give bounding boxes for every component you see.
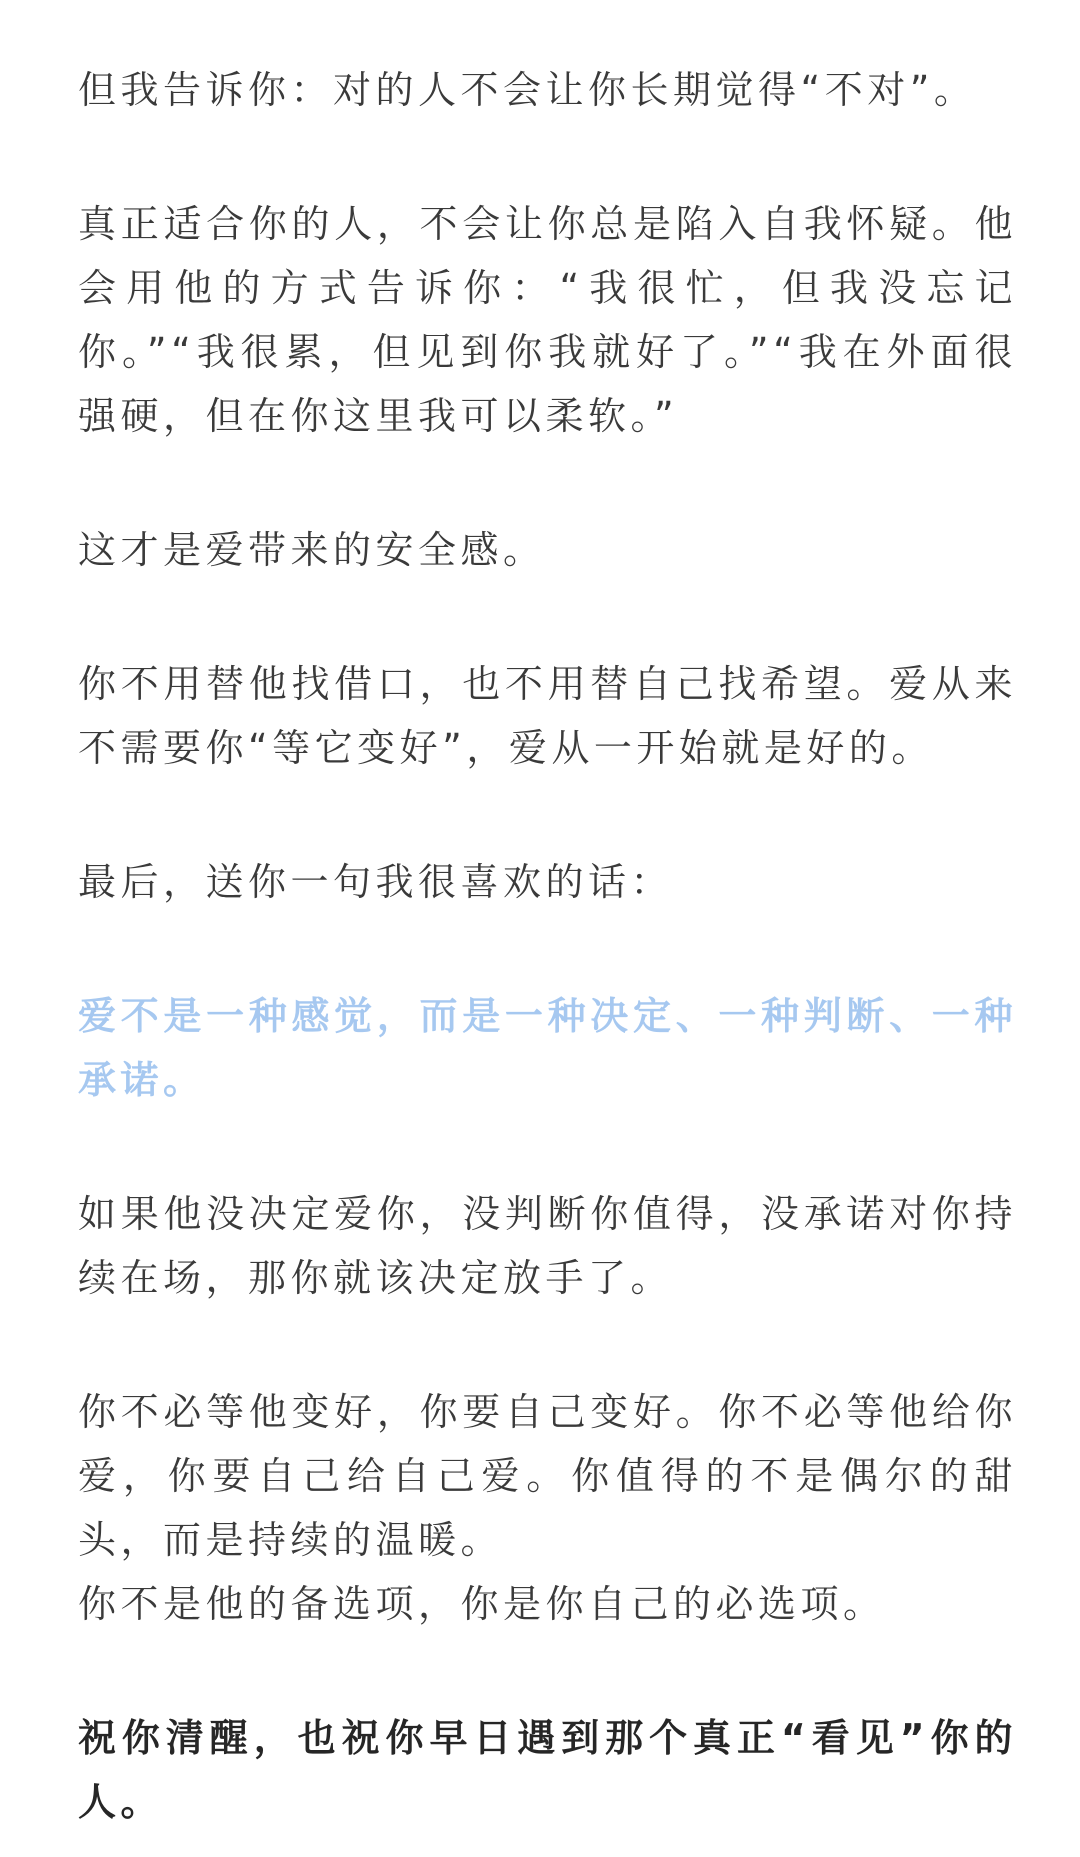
paragraph-security: 这才是爱带来的安全感。: [78, 528, 546, 572]
highlighted-quote: 爱不是一种感觉，而是一种决定、一种判断、一种承诺。: [78, 994, 1017, 1102]
paragraph-your-own-choice: 你不是他的备选项，你是你自己的必选项。: [78, 1582, 886, 1626]
paragraph-let-go: 如果他没决定爱你，没判断你值得，没承诺对你持续在场，那你就该决定放手了。: [78, 1192, 1017, 1300]
paragraph-self-love: 你不必等他变好，你要自己变好。你不必等他给你爱，你要自己给自己爱。你值得的不是偶尔的甜头，而是持续的温暖。: [78, 1390, 1017, 1562]
paragraph-no-excuses: 你不用替他找借口，也不用替自己找希望。爱从来不需要你“等它变好”，爱从一开始就是好的。: [78, 662, 1017, 770]
paragraph-true-match: 真正适合你的人，不会让你总是陷入自我怀疑。他会用他的方式告诉你：“我很忙，但我没忘记你。”“我很累，但见到你我就好了。”“我在外面很强硬，但在你这里我可以柔软。”: [78, 202, 1017, 438]
paragraph-favorite-quote-intro: 最后，送你一句我很喜欢的话：: [78, 860, 674, 904]
paragraph-right-person: 但我告诉你：对的人不会让你长期觉得“不对”。: [78, 68, 977, 112]
closing-wish: 祝你清醒，也祝你早日遇到那个真正“看见”你的人。: [78, 1716, 1017, 1824]
